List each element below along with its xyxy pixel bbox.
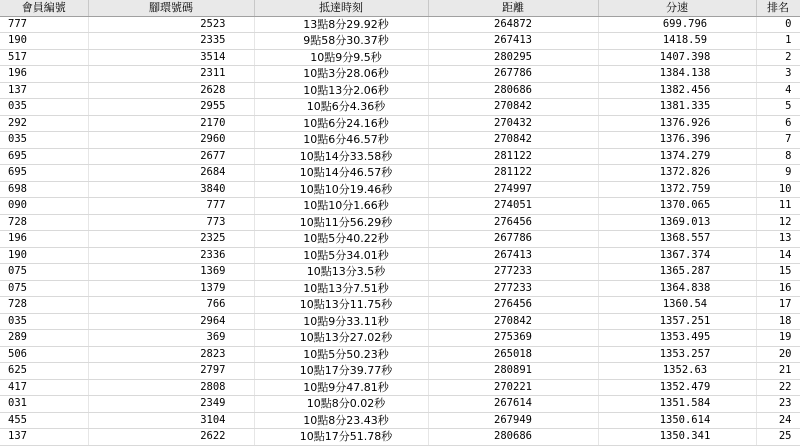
- speed-cell: 699.796: [598, 16, 756, 33]
- table-row[interactable]: [0, 330, 800, 347]
- table-row[interactable]: [0, 82, 800, 99]
- rank-cell: 2: [756, 49, 800, 66]
- table-row[interactable]: [0, 132, 800, 149]
- speed-cell: 1353.257: [598, 346, 756, 363]
- speed-cell: 1352.479: [598, 379, 756, 396]
- speed-cell: 1352.63: [598, 363, 756, 380]
- table-row[interactable]: [0, 115, 800, 132]
- rank-cell: 18: [756, 313, 800, 330]
- arrival-time-cell: 10點6分46.57秒: [254, 132, 428, 149]
- speed-cell: 1360.54: [598, 297, 756, 314]
- ring-number-cell: 777: [88, 198, 254, 215]
- distance-cell: 270842: [428, 99, 598, 116]
- table-row[interactable]: [0, 99, 800, 116]
- arrival-time-cell: 10點5分50.23秒: [254, 346, 428, 363]
- distance-cell: 281122: [428, 165, 598, 182]
- speed-cell: 1350.341: [598, 429, 756, 446]
- member-id-cell: 695: [0, 165, 88, 182]
- rank-cell: 12: [756, 214, 800, 231]
- column-header-arrival-time[interactable]: 抵達時刻: [254, 0, 428, 16]
- ring-number-cell: 3514: [88, 49, 254, 66]
- speed-cell: 1350.614: [598, 412, 756, 429]
- arrival-time-cell: 10點10分19.46秒: [254, 181, 428, 198]
- distance-cell: 267413: [428, 33, 598, 50]
- rank-cell: 11: [756, 198, 800, 215]
- rank-cell: 10: [756, 181, 800, 198]
- arrival-time-cell: 10點13分2.06秒: [254, 82, 428, 99]
- table-row[interactable]: [0, 66, 800, 83]
- arrival-time-cell: 10點13分11.75秒: [254, 297, 428, 314]
- table-row[interactable]: [0, 214, 800, 231]
- ring-number-cell: 2170: [88, 115, 254, 132]
- member-id-cell: 196: [0, 66, 88, 83]
- speed-cell: 1368.557: [598, 231, 756, 248]
- column-header-ring-number[interactable]: 腳環號碼: [88, 0, 254, 16]
- distance-cell: 267614: [428, 396, 598, 413]
- distance-cell: 274051: [428, 198, 598, 215]
- distance-cell: 280686: [428, 429, 598, 446]
- distance-cell: 267786: [428, 231, 598, 248]
- arrival-time-cell: 10點8分0.02秒: [254, 396, 428, 413]
- rank-cell: 14: [756, 247, 800, 264]
- speed-cell: 1364.838: [598, 280, 756, 297]
- member-id-cell: 695: [0, 148, 88, 165]
- arrival-time-cell: 10點14分33.58秒: [254, 148, 428, 165]
- rank-cell: 8: [756, 148, 800, 165]
- table-row[interactable]: [0, 49, 800, 66]
- arrival-time-cell: 10點13分7.51秒: [254, 280, 428, 297]
- distance-cell: 276456: [428, 214, 598, 231]
- table-row[interactable]: [0, 412, 800, 429]
- arrival-time-cell: 13點8分29.92秒: [254, 16, 428, 33]
- speed-cell: 1372.826: [598, 165, 756, 182]
- speed-cell: 1384.138: [598, 66, 756, 83]
- speed-cell: 1370.065: [598, 198, 756, 215]
- table-row[interactable]: [0, 16, 800, 33]
- speed-cell: 1374.279: [598, 148, 756, 165]
- table-row[interactable]: [0, 181, 800, 198]
- ring-number-cell: 2622: [88, 429, 254, 446]
- rank-cell: 0: [756, 16, 800, 33]
- ring-number-cell: 2955: [88, 99, 254, 116]
- table-row[interactable]: [0, 429, 800, 446]
- distance-cell: 281122: [428, 148, 598, 165]
- rank-cell: 9: [756, 165, 800, 182]
- rank-cell: 3: [756, 66, 800, 83]
- column-header-member-id[interactable]: 會員編號: [0, 0, 88, 16]
- arrival-time-cell: 10點17分51.78秒: [254, 429, 428, 446]
- distance-cell: 280295: [428, 49, 598, 66]
- distance-cell: 274997: [428, 181, 598, 198]
- rank-cell: 22: [756, 379, 800, 396]
- table-row[interactable]: [0, 33, 800, 50]
- member-id-cell: 137: [0, 429, 88, 446]
- member-id-cell: 075: [0, 280, 88, 297]
- ring-number-cell: 1379: [88, 280, 254, 297]
- speed-cell: 1372.759: [598, 181, 756, 198]
- arrival-time-cell: 10點17分39.77秒: [254, 363, 428, 380]
- ring-number-cell: 2311: [88, 66, 254, 83]
- speed-cell: 1376.396: [598, 132, 756, 149]
- speed-cell: 1367.374: [598, 247, 756, 264]
- rank-cell: 13: [756, 231, 800, 248]
- arrival-time-cell: 10點5分34.01秒: [254, 247, 428, 264]
- distance-cell: 270842: [428, 313, 598, 330]
- arrival-time-cell: 10點6分24.16秒: [254, 115, 428, 132]
- member-id-cell: 289: [0, 330, 88, 347]
- distance-cell: 270432: [428, 115, 598, 132]
- member-id-cell: 031: [0, 396, 88, 413]
- ring-number-cell: 2808: [88, 379, 254, 396]
- distance-cell: 265018: [428, 346, 598, 363]
- member-id-cell: 292: [0, 115, 88, 132]
- arrival-time-cell: 10點10分1.66秒: [254, 198, 428, 215]
- distance-cell: 280686: [428, 82, 598, 99]
- table-row[interactable]: [0, 313, 800, 330]
- member-id-cell: 625: [0, 363, 88, 380]
- table-row[interactable]: [0, 396, 800, 413]
- table-row[interactable]: [0, 247, 800, 264]
- table-row[interactable]: [0, 346, 800, 363]
- rank-cell: 25: [756, 429, 800, 446]
- arrival-time-cell: 9點58分30.37秒: [254, 33, 428, 50]
- distance-cell: 267786: [428, 66, 598, 83]
- ring-number-cell: 2964: [88, 313, 254, 330]
- member-id-cell: 517: [0, 49, 88, 66]
- ring-number-cell: 2628: [88, 82, 254, 99]
- rank-cell: 23: [756, 396, 800, 413]
- ring-number-cell: 2823: [88, 346, 254, 363]
- arrival-time-cell: 10點13分3.5秒: [254, 264, 428, 281]
- table-row[interactable]: [0, 379, 800, 396]
- member-id-cell: 090: [0, 198, 88, 215]
- distance-cell: 264872: [428, 16, 598, 33]
- speed-cell: 1353.495: [598, 330, 756, 347]
- ring-number-cell: 2523: [88, 16, 254, 33]
- rank-cell: 7: [756, 132, 800, 149]
- table-row[interactable]: [0, 148, 800, 165]
- ring-number-cell: 369: [88, 330, 254, 347]
- ring-number-cell: 2325: [88, 231, 254, 248]
- table-row[interactable]: [0, 264, 800, 281]
- ring-number-cell: 2335: [88, 33, 254, 50]
- distance-cell: 277233: [428, 264, 598, 281]
- table-row[interactable]: [0, 165, 800, 182]
- arrival-time-cell: 10點9分33.11秒: [254, 313, 428, 330]
- ring-number-cell: 766: [88, 297, 254, 314]
- ring-number-cell: 3104: [88, 412, 254, 429]
- speed-cell: 1357.251: [598, 313, 756, 330]
- rank-cell: 16: [756, 280, 800, 297]
- rank-cell: 19: [756, 330, 800, 347]
- speed-cell: 1381.335: [598, 99, 756, 116]
- ring-number-cell: 2677: [88, 148, 254, 165]
- distance-cell: 277233: [428, 280, 598, 297]
- member-id-cell: 506: [0, 346, 88, 363]
- member-id-cell: 417: [0, 379, 88, 396]
- speed-cell: 1382.456: [598, 82, 756, 99]
- member-id-cell: 137: [0, 82, 88, 99]
- distance-cell: 270842: [428, 132, 598, 149]
- arrival-time-cell: 10點11分56.29秒: [254, 214, 428, 231]
- ring-number-cell: 3840: [88, 181, 254, 198]
- speed-cell: 1407.398: [598, 49, 756, 66]
- table-row[interactable]: [0, 363, 800, 380]
- member-id-cell: 035: [0, 132, 88, 149]
- ring-number-cell: 2684: [88, 165, 254, 182]
- header-row: [0, 0, 800, 16]
- member-id-cell: 777: [0, 16, 88, 33]
- rank-cell: 15: [756, 264, 800, 281]
- member-id-cell: 728: [0, 214, 88, 231]
- arrival-time-cell: 10點13分27.02秒: [254, 330, 428, 347]
- arrival-time-cell: 10點3分28.06秒: [254, 66, 428, 83]
- member-id-cell: 035: [0, 313, 88, 330]
- arrival-time-cell: 10點9分47.81秒: [254, 379, 428, 396]
- member-id-cell: 728: [0, 297, 88, 314]
- speed-cell: 1365.287: [598, 264, 756, 281]
- member-id-cell: 190: [0, 33, 88, 50]
- arrival-time-cell: 10點8分23.43秒: [254, 412, 428, 429]
- rank-cell: 5: [756, 99, 800, 116]
- table-row[interactable]: [0, 231, 800, 248]
- distance-cell: 267413: [428, 247, 598, 264]
- table-row[interactable]: [0, 297, 800, 314]
- arrival-time-cell: 10點5分40.22秒: [254, 231, 428, 248]
- rank-cell: 24: [756, 412, 800, 429]
- distance-cell: 267949: [428, 412, 598, 429]
- rank-cell: 1: [756, 33, 800, 50]
- member-id-cell: 698: [0, 181, 88, 198]
- member-id-cell: 075: [0, 264, 88, 281]
- ring-number-cell: 773: [88, 214, 254, 231]
- ring-number-cell: 2336: [88, 247, 254, 264]
- rank-cell: 4: [756, 82, 800, 99]
- rank-cell: 21: [756, 363, 800, 380]
- speed-cell: 1376.926: [598, 115, 756, 132]
- speed-cell: 1369.013: [598, 214, 756, 231]
- ring-number-cell: 2797: [88, 363, 254, 380]
- ring-number-cell: 2349: [88, 396, 254, 413]
- ring-number-cell: 2960: [88, 132, 254, 149]
- speed-cell: 1418.59: [598, 33, 756, 50]
- column-header-speed[interactable]: 分速: [598, 0, 756, 16]
- rank-cell: 6: [756, 115, 800, 132]
- table-body: [0, 16, 800, 445]
- arrival-time-cell: 10點6分4.36秒: [254, 99, 428, 116]
- arrival-time-cell: 10點9分9.5秒: [254, 49, 428, 66]
- distance-cell: 280891: [428, 363, 598, 380]
- arrival-time-cell: 10點14分46.57秒: [254, 165, 428, 182]
- table-header: [0, 0, 800, 16]
- distance-cell: 275369: [428, 330, 598, 347]
- column-header-rank[interactable]: 排名: [756, 0, 800, 16]
- rank-cell: 20: [756, 346, 800, 363]
- member-id-cell: 035: [0, 99, 88, 116]
- member-id-cell: 190: [0, 247, 88, 264]
- distance-cell: 270221: [428, 379, 598, 396]
- rank-cell: 17: [756, 297, 800, 314]
- table-row[interactable]: [0, 198, 800, 215]
- speed-cell: 1351.584: [598, 396, 756, 413]
- table-row[interactable]: [0, 280, 800, 297]
- distance-cell: 276456: [428, 297, 598, 314]
- member-id-cell: 455: [0, 412, 88, 429]
- column-header-distance[interactable]: 距離: [428, 0, 598, 16]
- member-id-cell: 196: [0, 231, 88, 248]
- ring-number-cell: 1369: [88, 264, 254, 281]
